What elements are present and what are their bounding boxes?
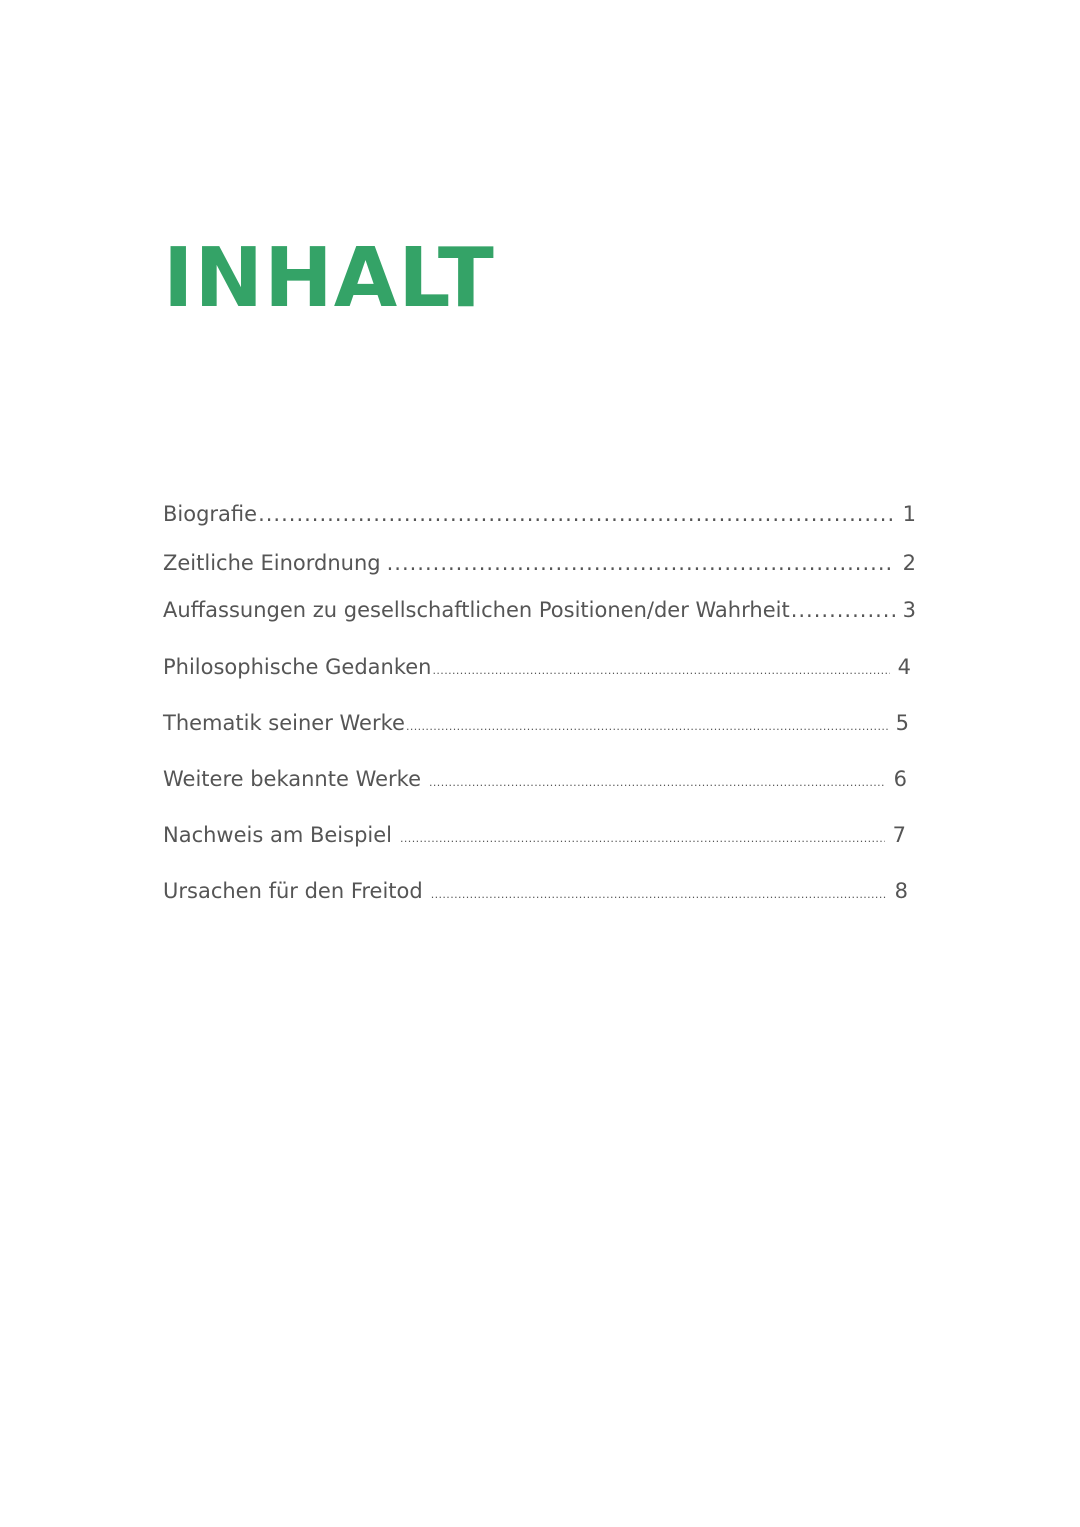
toc-page-number: 1: [902, 502, 916, 526]
toc-entry-label: Nachweis am Beispiel: [163, 823, 393, 847]
toc-page-number: 4: [897, 655, 911, 679]
toc-entry: [163, 877, 908, 909]
toc-page-number: 7: [892, 823, 906, 847]
toc-entry: [163, 653, 911, 685]
toc-entry: [163, 709, 909, 741]
toc-entry-label: Auffassungen zu gesellschaftlichen Positionen/der Wahrheit: [163, 598, 790, 622]
toc-leader-dots: [791, 596, 895, 624]
toc-entry-label: Weitere bekannte Werke: [163, 767, 421, 791]
toc-page-number: 2: [902, 551, 916, 575]
page-title: INHALT: [163, 231, 495, 326]
toc-page-number: 8: [894, 879, 908, 903]
toc-page-number: 3: [902, 598, 916, 622]
toc-leader-dots: [258, 500, 895, 528]
toc-leader-dots: [431, 881, 887, 909]
table-of-contents: [163, 0, 923, 1527]
toc-page-number: 5: [895, 711, 909, 735]
toc-entry: [163, 500, 916, 528]
toc-entry-label: Zeitliche Einordnung: [163, 551, 381, 575]
toc-leader-dots: [387, 549, 895, 577]
toc-page-number: 6: [893, 767, 907, 791]
toc-entry-label: Thematik seiner Werke: [163, 711, 405, 735]
toc-leader-dots: [433, 657, 890, 685]
toc-entry-label: Biografie: [163, 502, 258, 526]
toc-entry: [163, 765, 907, 797]
toc-entry-label: Ursachen für den Freitod: [163, 879, 423, 903]
toc-entry: [163, 549, 916, 577]
toc-leader-dots: [429, 769, 886, 797]
toc-entry: [163, 821, 906, 853]
toc-leader-dots: [406, 713, 888, 741]
toc-entry: [163, 596, 916, 624]
toc-leader-dots: [400, 825, 885, 853]
toc-entry-label: Philosophische Gedanken: [163, 655, 432, 679]
